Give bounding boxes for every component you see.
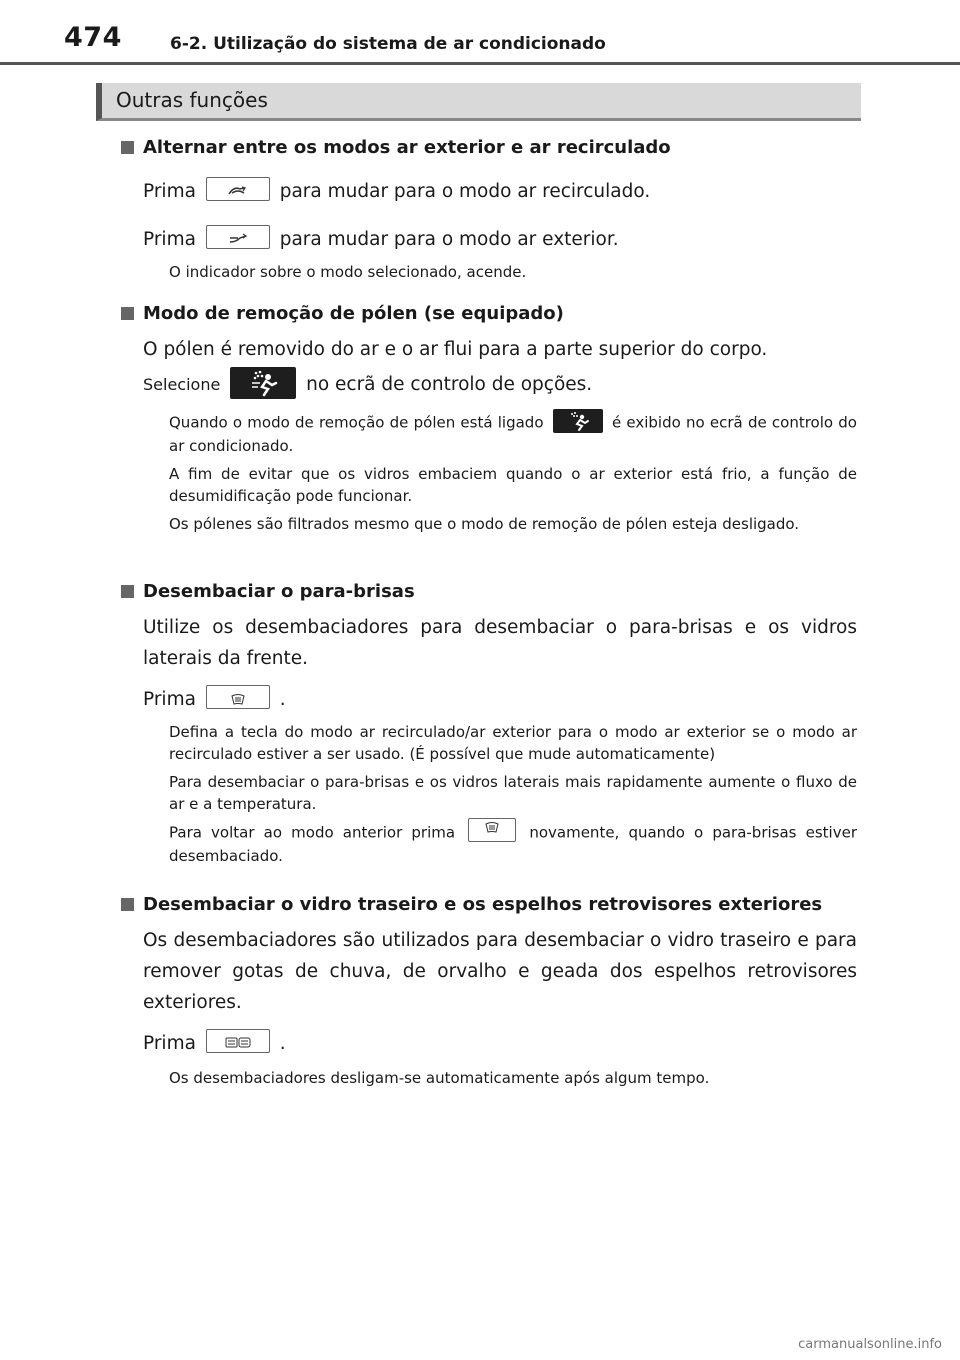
recirculated-air-button[interactable] (206, 177, 270, 201)
recirc-line-2-prefix: Prima (143, 229, 196, 250)
rear-defogger-button[interactable] (206, 1029, 270, 1053)
bullet-square-icon (121, 141, 134, 154)
windshield-note-3-prefix: Para voltar ao modo anterior prima (169, 823, 456, 842)
windshield-line-2 (121, 684, 857, 715)
rear-line-2-suffix: . (279, 1033, 286, 1054)
rear-defogger-section (121, 891, 857, 1089)
outside-air-button[interactable] (206, 225, 270, 249)
pollen-note-2: A fim de evitar que os vidros embaciem quando o ar exterior está frio, a função de desumidificação pode funcionar. (169, 465, 857, 505)
pollen-line-2 (121, 369, 857, 401)
windshield-heading-text: Desembaciar o para-brisas (143, 581, 415, 602)
windshield-note-1: Defina a tecla do modo ar recirculado/ar exterior para o modo ar exterior se o modo ar recirculado estiver a ser usado. (É possível que mude automaticamente) (169, 723, 857, 763)
windshield-note-3 (121, 821, 857, 867)
windshield-defogger-button[interactable] (206, 685, 270, 709)
pollen-note-1 (121, 411, 857, 457)
windshield-line-1: Utilize os desembaciadores para desembaciar o para-brisas e os vidros laterais da frente. (143, 617, 857, 669)
bullet-square-icon (121, 585, 134, 598)
pollen-heading-text: Modo de remoção de pólen (se equipado) (143, 303, 564, 324)
header-divider (0, 62, 960, 65)
recirculated-air-icon (207, 179, 269, 210)
rear-heading (121, 891, 857, 919)
windshield-defogger-icon (469, 820, 515, 842)
windshield-line-2-prefix: Prima (143, 689, 196, 710)
recirc-heading-text: Alternar entre os modos ar exterior e ar recirculado (143, 137, 671, 158)
pollen-note-3: Os pólenes são filtrados mesmo que o modo de remoção de pólen esteja desligado. (169, 515, 800, 533)
rear-heading-text: Desembaciar o vidro traseiro e os espelhos retrovisores exteriores (143, 894, 823, 915)
pollen-line-1: O pólen é removido do ar e o ar flui para a parte superior do corpo. (143, 339, 768, 360)
recirc-note: O indicador sobre o modo selecionado, acende. (169, 263, 527, 281)
bullet-square-icon (121, 307, 134, 320)
windshield-defogger-button-inline[interactable] (468, 818, 516, 842)
rear-line-1: Os desembaciadores são utilizados para desembaciar o vidro traseiro e para remover gotas de chuva, de orvalho e geada dos espelhos retrovisores exteriores. (143, 930, 857, 1013)
watermark: carmanualsonline.info (798, 1337, 942, 1352)
pollen-section (121, 300, 857, 535)
recirc-line-1-suffix: para mudar para o modo ar recirculado. (279, 181, 651, 202)
windshield-note-2: Para desembaciar o para-brisas e os vidros laterais mais rapidamente aumente o fluxo de ar e a temperatura. (169, 773, 857, 813)
page-header (0, 0, 960, 66)
recirc-line-2-suffix: para mudar para o modo ar exterior. (279, 229, 619, 250)
rear-window-defogger-icon (207, 1031, 269, 1062)
pollen-removal-icon (230, 367, 296, 399)
section-title: Outras funções (116, 88, 268, 112)
outside-air-icon (207, 227, 269, 258)
pollen-note-1-suffix: é exibido no ecrã de controlo do ar condicionado. (169, 413, 857, 455)
chapter-title: 6-2. Utilização do sistema de ar condicionado (170, 34, 606, 54)
bullet-square-icon (121, 898, 134, 911)
recirc-line-2 (121, 224, 857, 255)
pollen-indicator (553, 409, 603, 433)
rear-line-2-prefix: Prima (143, 1033, 196, 1054)
rear-note: Os desembaciadores desligam-se automaticamente após algum tempo. (169, 1069, 710, 1087)
pollen-removal-icon (553, 409, 603, 433)
recirc-section (121, 134, 857, 283)
windshield-defogger-icon (207, 687, 269, 718)
page-number: 474 (64, 22, 122, 53)
windshield-section (121, 578, 857, 867)
windshield-heading (121, 578, 857, 606)
pollen-removal-button[interactable] (230, 367, 296, 399)
pollen-line-2-suffix: no ecrã de controlo de opções. (306, 374, 593, 395)
recirc-line-1-prefix: Prima (143, 181, 196, 202)
recirc-heading (121, 134, 857, 162)
pollen-line-2-prefix: Selecione (143, 375, 221, 394)
pollen-heading (121, 300, 857, 328)
windshield-note-3-suffix: novamente, quando o para-brisas estiver desembaciado. (169, 823, 857, 865)
windshield-line-2-suffix: . (279, 689, 286, 710)
rear-line-2 (121, 1028, 857, 1059)
pollen-note-1-prefix: Quando o modo de remoção de pólen está ligado (169, 413, 544, 432)
section-header (96, 83, 861, 121)
recirc-line-1 (121, 176, 857, 207)
